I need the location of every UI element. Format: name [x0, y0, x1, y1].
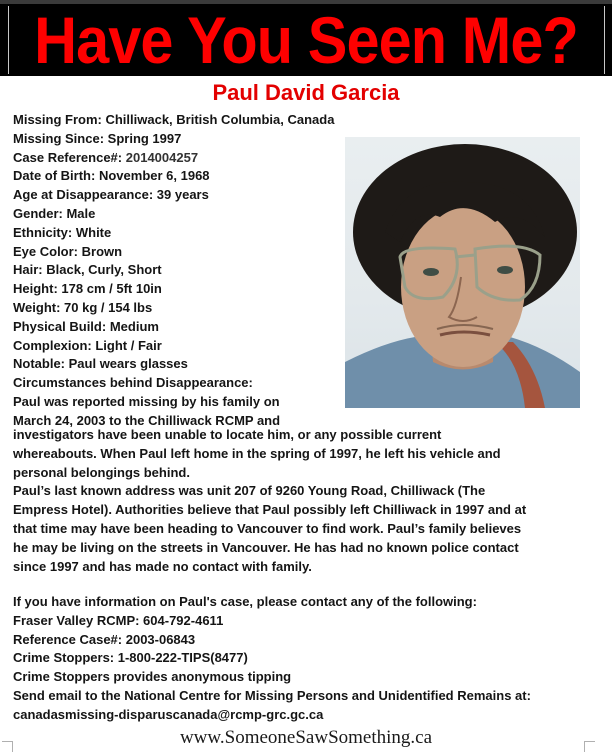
- portrait-illustration: [345, 137, 580, 408]
- contact-intro: If you have information on Paul's case, please contact any of the following:: [13, 594, 477, 609]
- eye-right: [497, 266, 513, 274]
- detail-value: November 6, 1968: [98, 168, 210, 184]
- circumstances-line: that time may have been heading to Vancouver to find work. Paul’s family believes: [13, 520, 522, 536]
- detail-value: White: [75, 224, 112, 240]
- detail-hair: [13, 261, 353, 280]
- circumstances-line: investigators have been unable to locate him, or any possible current: [13, 427, 442, 442]
- face-shape: [401, 207, 525, 367]
- circumstances-line: he may be living on the streets in Vancouver. He has had no known police contact: [13, 539, 519, 555]
- detail-eye-color: [13, 243, 353, 262]
- detail-value: Brown: [81, 243, 123, 259]
- detail-value: 2014004257: [125, 149, 199, 165]
- circumstances-line: March 24, 2003 to the Chilliwack RCMP and: [13, 412, 281, 428]
- crop-mark-bottom-right: [584, 741, 595, 752]
- detail-complexion: [13, 337, 353, 356]
- detail-value: Chilliwack, British Columbia, Canada: [105, 112, 335, 127]
- detail-label: Missing Since:: [13, 130, 105, 146]
- detail-label: Case Reference#:: [13, 149, 123, 165]
- detail-notable: [13, 355, 353, 374]
- detail-value: 39 years: [156, 187, 209, 203]
- detail-build: [13, 318, 353, 337]
- contact-email-intro: Send email to the National Centre for Missing Persons and Unidentified Remains at:: [13, 687, 531, 703]
- detail-age: [13, 186, 353, 205]
- missing-person-photo: [345, 137, 580, 408]
- detail-case-reference: [13, 149, 353, 168]
- detail-label: Height:: [13, 281, 58, 297]
- details-list: [13, 111, 353, 431]
- detail-label: Physical Build:: [13, 318, 107, 334]
- contact-crime-stoppers-note: Crime Stoppers provides anonymous tipping: [13, 669, 292, 685]
- detail-label: Age at Disappearance:: [13, 187, 154, 203]
- circumstances-text: [13, 426, 603, 576]
- circumstances-line: Paul’s last known address was unit 207 of 9260 Young Road, Chilliwack (The: [13, 483, 486, 499]
- detail-date-of-birth: [13, 167, 353, 186]
- detail-label: Gender:: [13, 205, 63, 221]
- crop-mark-bottom-left: [2, 741, 13, 752]
- detail-value: Paul wears glasses: [68, 356, 188, 372]
- website-link[interactable]: www.SomeoneSawSomething.ca: [179, 727, 433, 748]
- contact-reference-case: Reference Case#: 2003-06843: [13, 631, 196, 647]
- detail-value: Spring 1997: [107, 130, 182, 146]
- detail-missing-from: [13, 111, 353, 130]
- detail-ethnicity: [13, 224, 353, 243]
- detail-gender: [13, 205, 353, 224]
- detail-missing-since: [13, 130, 353, 149]
- detail-label: Ethnicity:: [13, 224, 73, 240]
- detail-value: 70 kg / 154 lbs: [64, 299, 153, 315]
- detail-value: Male: [66, 205, 96, 221]
- contact-email[interactable]: canadasmissing-disparuscanada@rcmp-grc.gc.ca: [13, 706, 324, 722]
- circumstances-line: whereabouts. When Paul left home in the spring of 1997, he left his vehicle and: [13, 445, 501, 461]
- contact-section: [13, 593, 603, 725]
- circumstances-line: Empress Hotel). Authorities believe that Paul possibly left Chilliwack in 1997 and at: [13, 502, 527, 518]
- detail-height: [13, 280, 353, 299]
- detail-value: Black, Curly, Short: [46, 262, 162, 278]
- detail-label: Date of Birth:: [13, 168, 96, 184]
- detail-label: Notable:: [13, 356, 65, 372]
- circumstances-line: since 1997 and has made no contact with family.: [13, 558, 312, 574]
- detail-label: Weight:: [13, 299, 61, 315]
- detail-weight: [13, 299, 353, 318]
- detail-label: Hair:: [13, 262, 43, 278]
- eye-left: [423, 268, 439, 276]
- person-name: Paul David Garcia: [212, 80, 400, 105]
- detail-value: Medium: [109, 318, 159, 334]
- detail-label: Missing From:: [13, 112, 102, 127]
- detail-value: 178 cm / 5ft 10in: [61, 281, 162, 297]
- detail-label: Complexion:: [13, 337, 92, 353]
- banner-title: Have You Seen Me?: [34, 3, 578, 77]
- contact-rcmp-phone: Fraser Valley RCMP: 604-792-4611: [13, 612, 224, 628]
- banner: [0, 4, 612, 76]
- banner-right-line: [604, 6, 605, 74]
- banner-left-line: [8, 6, 9, 74]
- circumstances-line: Paul was reported missing by his family on: [13, 393, 280, 409]
- detail-value: Light / Fair: [95, 337, 162, 353]
- contact-crime-stoppers-phone: Crime Stoppers: 1-800-222-TIPS(8477): [13, 650, 248, 666]
- circumstances-line: personal belongings behind.: [13, 464, 190, 480]
- detail-label: Eye Color:: [13, 243, 79, 259]
- circumstances-heading: Circumstances behind Disappearance:: [13, 375, 253, 391]
